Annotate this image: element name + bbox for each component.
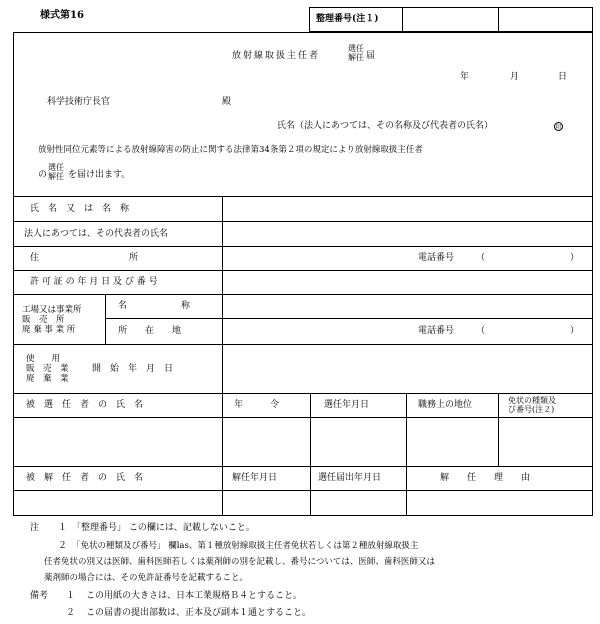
start-date-field[interactable] — [224, 346, 592, 392]
address-label: 住 所 — [30, 253, 139, 263]
phone-label-2: 電話番号 — [418, 326, 455, 336]
permit-field[interactable] — [224, 272, 592, 293]
phone-paren-close-2: ） — [570, 326, 580, 336]
position-header: 職務上の地位 — [418, 400, 473, 410]
position-field[interactable] — [408, 419, 497, 465]
dismissal-date-header: 解任年月日 — [232, 473, 278, 483]
license-header-line2: び番号(注２) — [508, 405, 555, 414]
facility-label-line2: 販 売 所 — [22, 315, 65, 325]
applicant-name-label: 氏名（法人にあつては、その名称及び代表者の氏名） — [277, 121, 494, 131]
permit-label: 許 可 証 の 年 月 日 及 び 番 号 — [30, 277, 158, 287]
note2-line3: 薬剤師の場合には、その免許証番号を記載すること。 — [44, 573, 249, 583]
form-number: 様式第16 — [40, 10, 84, 21]
title-option-dismiss: 解任 — [348, 53, 364, 62]
start-type-line1: 使 用 — [26, 354, 61, 364]
note-label: 注 — [30, 523, 40, 533]
reference-number-label: 整理番号(注１) — [316, 14, 379, 24]
name-label: 氏 名 又 は 名 称 — [30, 204, 130, 214]
license-header-line1: 免状の種類及 — [508, 396, 556, 405]
start-type-label — [26, 354, 69, 384]
appointee-name-field[interactable] — [15, 419, 221, 465]
date-day: 日 — [558, 72, 568, 82]
facility-label-line3: 廃 棄 事 業 所 — [22, 325, 76, 335]
addressee: 科学技術庁長官 — [47, 97, 111, 107]
facility-label-line1: 工場又は事業所 — [22, 305, 82, 315]
body-option-dismiss: 解任 — [48, 172, 64, 181]
start-type-line2: 販 売 業 — [26, 364, 69, 374]
body-prefix: の — [38, 170, 48, 180]
facility-location-field[interactable] — [224, 320, 414, 343]
start-date-label: 開 始 年 月 日 — [92, 364, 174, 374]
date-year: 年 — [460, 72, 470, 82]
license-header — [508, 396, 556, 414]
title-option-appoint: 選任 — [348, 44, 364, 53]
date-month: 月 — [510, 72, 520, 82]
note1-text: 「整理番号」 この欄には、記載しないこと。 — [72, 523, 255, 533]
remark1-text: この用紙の大きさは、日本工業規格Ｂ４とすること。 — [86, 591, 303, 601]
facility-label — [22, 305, 82, 335]
representative-label: 法人にあつては、その代表者の氏名 — [24, 229, 169, 239]
body-text-line1: 放射性同位元素等による放射線障害の防止に関する法律第34条第２項の規定により放射線取扱主任者 — [38, 145, 423, 155]
dismissal-reason-field[interactable] — [408, 492, 592, 514]
addressee-honorific: 殿 — [222, 97, 232, 107]
phone-field-2[interactable] — [488, 320, 568, 343]
phone-field[interactable] — [488, 248, 568, 269]
dismissed-name-field[interactable] — [15, 492, 221, 514]
body-option-stack — [48, 163, 64, 181]
appointee-name-header: 被 選 任 者 の 氏 名 — [26, 400, 144, 410]
note2-number: ２ — [58, 541, 68, 551]
note2-line2: 任者免状の別又は医師、歯科医師若しくは薬剤師の別を記載し、番号については、医師、歯科医師又は — [44, 557, 435, 567]
phone-label: 電話番号 — [418, 253, 455, 263]
note2-line1: 「免状の種類及び番号」 欄las、第１種放射線取扱主任者免状若しくは第２種放射線取扱主 — [72, 541, 419, 551]
phone-paren-open: （ — [476, 253, 486, 263]
start-type-line3: 廃 棄 業 — [26, 374, 69, 384]
title-option-stack — [348, 44, 364, 62]
remarks-label: 備考 — [30, 591, 49, 601]
appointment-date-header: 選任年月日 — [324, 400, 370, 410]
facility-name-label: 名 称 — [118, 301, 191, 311]
body-option-appoint: 選任 — [48, 163, 64, 172]
phone-paren-open-2: （ — [476, 326, 486, 336]
remark2-number: ２ — [66, 608, 76, 618]
representative-field[interactable] — [224, 223, 592, 245]
remark1-number: １ — [66, 591, 76, 601]
name-field[interactable] — [224, 198, 592, 220]
form-title: 放射線取扱主任者 — [232, 51, 321, 61]
seal-mark: 印 — [555, 124, 562, 131]
title-suffix: 届 — [366, 51, 376, 61]
facility-location-label: 所 在 地 — [118, 326, 182, 336]
reference-number-field[interactable] — [403, 9, 497, 31]
dismissal-date-field[interactable] — [224, 492, 309, 514]
appointment-report-date-field[interactable] — [312, 492, 405, 514]
remark2-text: この届書の提出部数は、正本及び副本１通とすること。 — [86, 608, 312, 618]
phone-paren-close: ） — [570, 253, 580, 263]
appointee-age-header: 年 令 — [234, 400, 280, 410]
dismissed-name-header: 被 解 任 者 の 氏 名 — [26, 473, 144, 483]
address-field[interactable] — [224, 248, 414, 269]
appointment-date-field[interactable] — [312, 419, 405, 465]
note1-number: １ — [58, 523, 68, 533]
body-suffix: を届け出ます。 — [68, 170, 131, 180]
appointee-age-field[interactable] — [224, 419, 309, 465]
dismissal-reason-header: 解 任 理 由 — [440, 473, 531, 483]
facility-name-field[interactable] — [224, 296, 592, 317]
license-field[interactable] — [500, 419, 592, 465]
appointment-report-date-header: 選任届出年月日 — [318, 473, 382, 483]
